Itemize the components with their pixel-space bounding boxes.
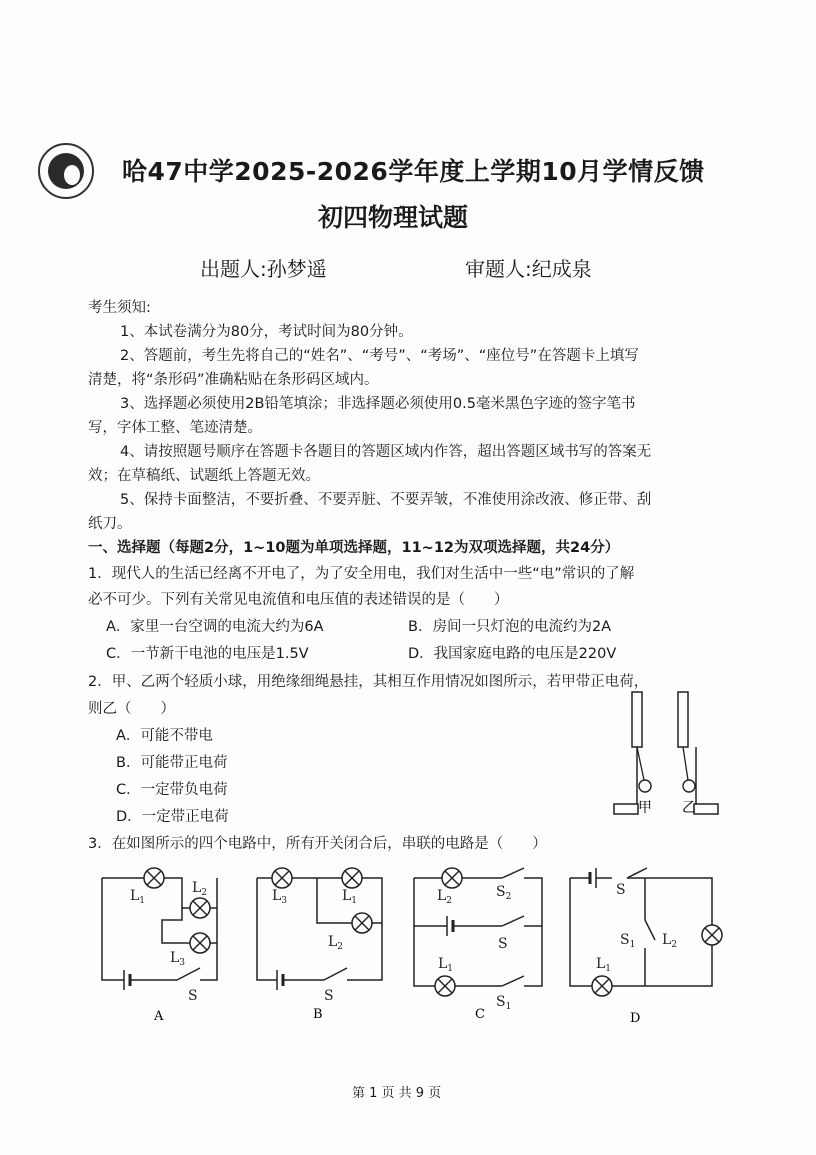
instruction-line: 5、保持卡面整洁，不要折叠、不要弄脏、不要弄皱，不准使用涂改液、修正带、刮 xyxy=(120,492,652,508)
lamp-l2-icon xyxy=(190,898,210,918)
lamp-l1-icon xyxy=(342,868,362,888)
svg-text:S: S xyxy=(616,882,626,898)
svg-text:S1: $S_1$ xyxy=(620,932,636,950)
circuit-d xyxy=(570,868,712,986)
lamp-l3-icon xyxy=(272,868,292,888)
svg-text:L2: $L_2$ xyxy=(192,880,208,898)
exam-subtitle: 初四物理试题 xyxy=(318,203,469,232)
svg-text:L1: $L_1$ xyxy=(596,956,612,974)
question-1-option-d: D．我国家庭电路的电压是220V xyxy=(408,646,617,662)
question-1-option-c: C．一节新干电池的电压是1.5V xyxy=(106,646,309,662)
lamp-l2-icon xyxy=(352,913,372,933)
reviewer-label: 审题人:纪成泉 xyxy=(465,257,592,281)
question-2-stem: 则乙（ ） xyxy=(88,701,175,717)
figure-label-b: B xyxy=(313,1007,323,1022)
question-1-stem: 1．现代人的生活已经离不开电了，为了安全用电，我们对生活中一些“电”常识的了解 xyxy=(88,566,635,582)
lamp-l3-icon xyxy=(190,933,210,953)
circuit-c xyxy=(414,868,542,986)
svg-text:L3: $L_3$ xyxy=(170,950,186,968)
question-2-option-b: B．可能带正电荷 xyxy=(116,755,228,771)
question-2-option-d: D．一定带正电荷 xyxy=(116,809,229,825)
svg-text:S2: $S_2$ xyxy=(496,884,512,902)
question-2-option-a: A．可能不带电 xyxy=(116,728,213,744)
figure-label-c: C xyxy=(475,1007,485,1022)
question-2-option-c: C．一定带负电荷 xyxy=(116,782,228,798)
hanging-balls-figure xyxy=(600,688,730,823)
exam-title: 哈47中学2025-2026学年度上学期10月学情反馈 xyxy=(122,157,705,186)
instruction-line: 3、选择题必须使用2B铅笔填涂；非选择题必须使用0.5毫米黑色字迹的签字笔书 xyxy=(120,396,636,412)
ball-label-yi: 乙 xyxy=(682,800,696,816)
instruction-line: 纸刀。 xyxy=(88,516,132,532)
svg-text:L1: $L_1$ xyxy=(438,956,454,974)
svg-text:L2: $L_2$ xyxy=(662,932,678,950)
lamp-l1-icon xyxy=(592,976,612,996)
question-1-stem: 必不可少。下列有关常见电流值和电压值的表述错误的是（ ） xyxy=(88,592,509,608)
svg-text:L1: $L_1$ xyxy=(130,888,146,906)
question-1-option-b: B．房间一只灯泡的电流约为2A xyxy=(408,619,612,635)
instruction-line: 写，字体工整、笔迹清楚。 xyxy=(88,420,262,436)
lamp-l1-icon xyxy=(144,868,164,888)
page-footer: 第 1 页 共 9 页 xyxy=(352,1086,442,1101)
ball-yi xyxy=(683,780,695,792)
section-heading: 一、选择题（每题2分，1~10题为单项选择题，11~12为双项选择题，共24分） xyxy=(88,540,620,556)
svg-text:S: S xyxy=(498,936,508,952)
school-seal-logo xyxy=(38,143,94,199)
svg-text:L2: $L_2$ xyxy=(328,934,344,952)
svg-text:L3: $L_3$ xyxy=(272,888,288,906)
svg-text:L1: $L_1$ xyxy=(342,888,358,906)
svg-text:S1: $S_1$ xyxy=(496,994,512,1012)
instruction-line: 4、请按照题号顺序在答题卡各题目的答题区域内作答，超出答题区域书写的答案无 xyxy=(120,444,652,460)
question-3-stem: 3．在如图所示的四个电路中，所有开关闭合后，串联的电路是（ ） xyxy=(88,836,547,852)
ball-jia xyxy=(639,780,651,792)
instruction-line: 1、本试卷满分为80分，考试时间为80分钟。 xyxy=(120,324,413,340)
instructions-heading: 考生须知: xyxy=(88,300,151,316)
instruction-line: 清楚，将“条形码”准确粘贴在条形码区域内。 xyxy=(88,372,379,388)
lamp-l2-icon xyxy=(702,925,722,945)
svg-text:S: S xyxy=(324,988,334,1004)
question-2-stem: 2．甲、乙两个轻质小球，用绝缘细绳悬挂，其相互作用情况如图所示，若甲带正电荷， xyxy=(88,674,649,690)
lamp-l2-icon xyxy=(442,868,462,888)
ball-label-jia: 甲 xyxy=(638,800,652,816)
question-1-option-a: A．家里一台空调的电流大约为6A xyxy=(106,619,324,635)
figure-label-d: D xyxy=(630,1011,641,1026)
author-label: 出题人:孙梦遥 xyxy=(200,257,327,281)
instruction-line: 效；在草稿纸、试题纸上答题无效。 xyxy=(88,468,320,484)
instruction-line: 2、答题前，考生先将自己的“姓名”、“考号”、“考场”、“座位号”在答题卡上填写 xyxy=(120,348,639,364)
svg-text:L2: $L_2$ xyxy=(437,888,453,906)
svg-text:S: S xyxy=(188,988,198,1004)
lamp-l1-icon xyxy=(435,976,455,996)
circuit-diagrams xyxy=(92,858,732,1033)
figure-label-a: A xyxy=(154,1009,164,1024)
